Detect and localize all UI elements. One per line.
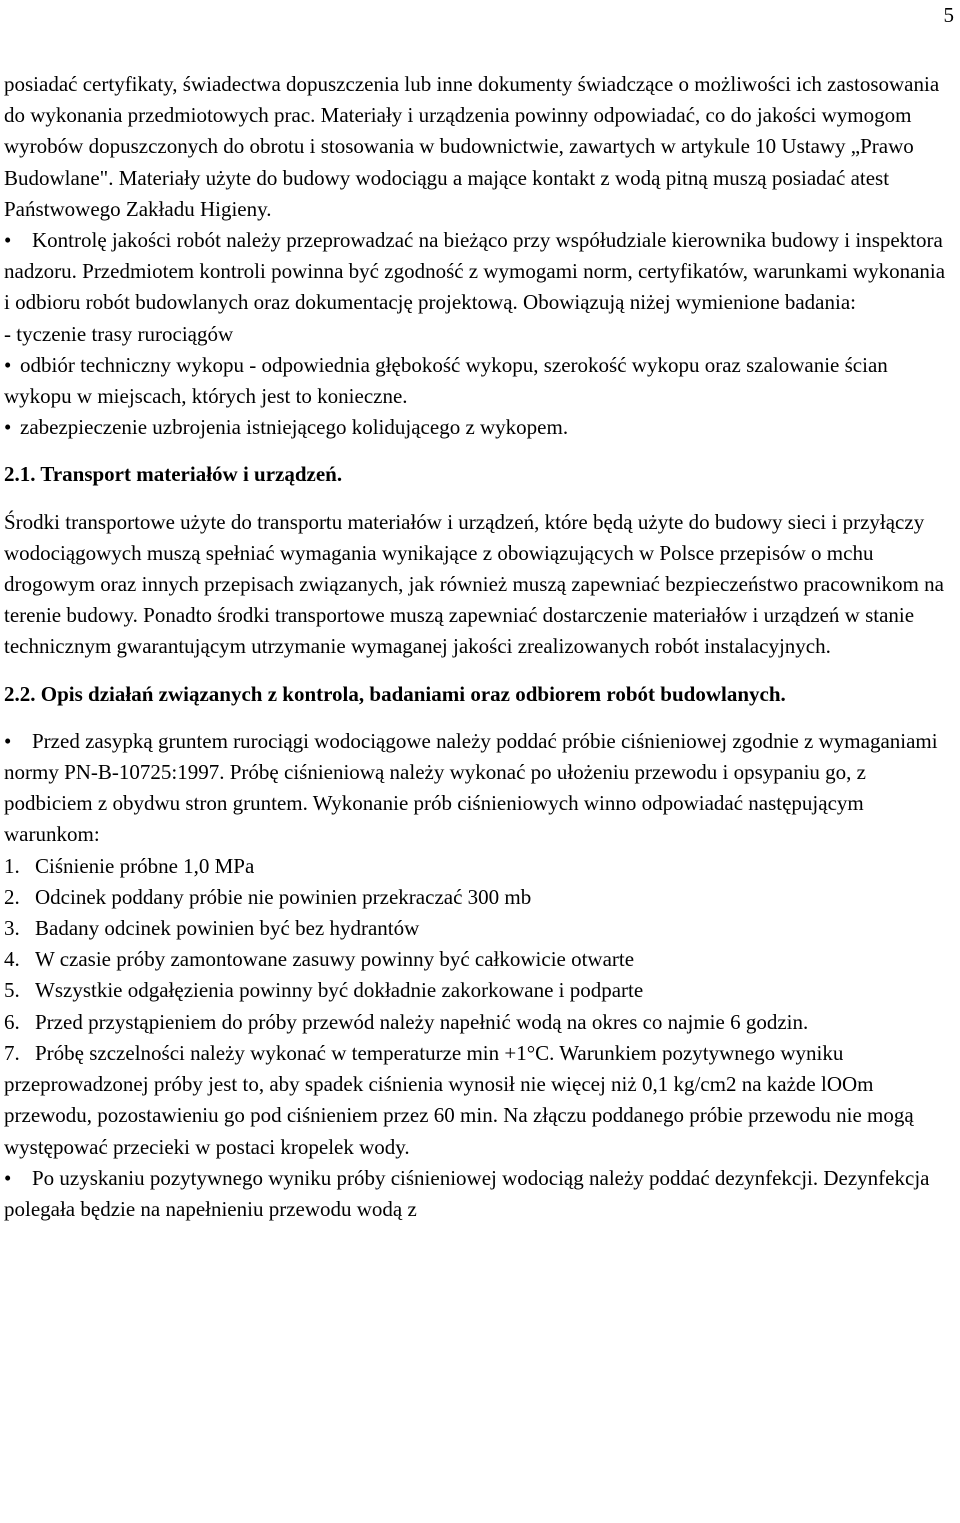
list-item: 7. Próbę szczelności należy wykonać w temperaturze min +1°C. Warunkiem pozytywnego wyniku przeprowadzonej próby jest to, aby spadek ciśnienia wynosił nie więcej niż 0,1 kg/cm2 na każde lOOm przewodu, pozostawieniu go pod ciśnieniem przez 60 min. Na złączu poddanego próbie przewodu nie mogą występować przecieki w postaci kropelek wody. — [4, 1040, 914, 1159]
paragraph-materials: posiadać certyfikaty, świadectwa dopuszczenia lub inne dokumenty świadczące o możliwości ich zastosowania do wykonania przedmiotowych prac. Materiały i urządzenia powinny odpowiadać, co do jakości wymogom wyrobów dopuszczonych do obrotu i stosowania w budownictwie, zawartych w artykule 10 Ustawy „Prawo Budowlane". Materiały użyte do budowy wodociągu a mające kontakt z wodą pitną muszą posiadać atest Państwowego Zakładu Higieny. — [4, 72, 940, 221]
bullet-disinfection: • Po uzyskaniu pozytywnego wyniku próby ciśnieniowej wodociąg należy poddać dezynfekcji. Dezynfekcja polegała będzie na napełnieniu przewodu wodą z — [4, 1163, 956, 1225]
bullet-icon: • — [4, 1165, 12, 1190]
bullet-utility-protection: • zabezpieczenie uzbrojenia istniejącego kolidującego z wykopem. — [4, 412, 956, 443]
page-number: 5 — [943, 3, 954, 27]
list-item: 2. Odcinek poddany próbie nie powinien przekraczać 300 mb — [4, 884, 532, 909]
bullet-icon: • — [4, 228, 12, 253]
bullet-icon: • — [4, 415, 12, 440]
bullet-icon: • — [4, 728, 12, 753]
list-item: 6. Przed przystąpieniem do próby przewód należy napełnić wodą na okres co najmie 6 godzin. — [4, 1009, 809, 1034]
bullet-pressure-test: • Przed zasypką gruntem rurociągi wodociągowe należy poddać próbie ciśnieniowej zgodnie z wymaganiami normy PN-B-10725:1997. Próbę ciśnieniową należy wykonać po ułożeniu przewodu i opsypaniu go, z podbiciem z obydwu stron gruntem. Wykonanie prób ciśnieniowych winno odpowiadać następującym warunkom: — [4, 726, 956, 851]
dash-item-route-staking: - tyczenie trasy rurociągów — [4, 321, 234, 346]
document-body — [4, 69, 956, 1225]
bullet-icon: • — [4, 352, 12, 377]
list-item: 5. Wszystkie odgałęzienia powinny być dokładnie zakorkowane i podparte — [4, 978, 644, 1003]
paragraph-transport: Środki transportowe użyte do transportu materiałów i urządzeń, które będą użyte do budowy sieci i przyłączy wodociągowych muszą spełniać wymagania wynikające z obowiązujących w Polsce przepisów o mchu drogowym oraz innych przepisach związanych, jak również muszą zapewniać bezpieczeństwo pracownikom na terenie budowy. Ponadto środki transportowe muszą zapewniać dostarczenie materiałów i urządzeń w stanie technicznym gwarantującym utrzymanie wymaganej jakości zrealizowanych robót instalacyjnych. — [4, 509, 944, 659]
pressure-test-conditions-list — [4, 851, 956, 1163]
list-item: 4. W czasie próby zamontowane zasuwy powinny być całkowicie otwarte — [4, 947, 635, 972]
bullet-quality-control: • Kontrolę jakości robót należy przeprowadzać na bieżąco przy współudziale kierownika budowy i inspektora nadzoru. Przedmiotem kontroli powinna być zgodność z wymogami norm, certyfikatów, warunkami wykonania i odbioru robót budowlanych oraz dokumentację projektową. Obowiązują niżej wymienione badania: — [4, 225, 956, 319]
list-item: 3. Badany odcinek powinien być bez hydrantów — [4, 916, 420, 941]
section-heading-transport: 2.1. Transport materiałów i urządzeń. — [4, 462, 343, 487]
section-heading-inspection: 2.2. Opis działań związanych z kontrola, badaniami oraz odbiorem robót budowlanych. — [4, 681, 786, 706]
list-item: 1. Ciśnienie próbne 1,0 MPa — [4, 853, 255, 878]
bullet-excavation-check: • odbiór techniczny wykopu - odpowiednia głębokość wykopu, szerokość wykopu oraz szalowanie ścian wykopu w miejscach, których jest to konieczne. — [4, 350, 956, 412]
